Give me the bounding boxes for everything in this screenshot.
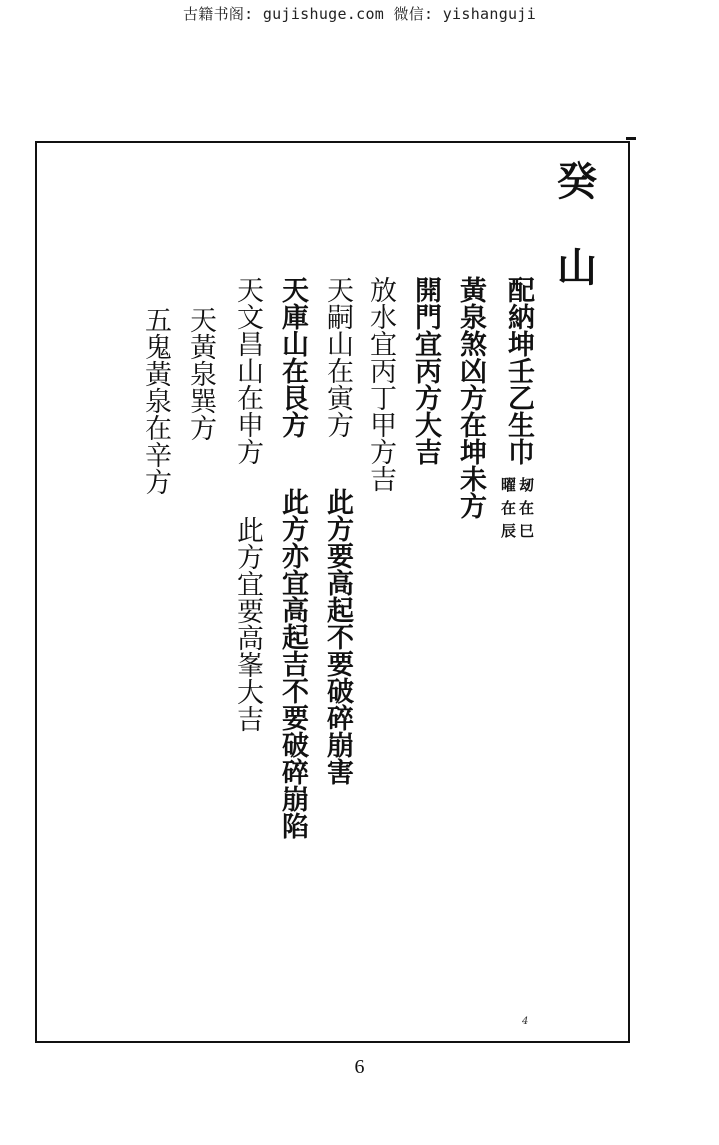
text-column-2: 黃泉煞凶方在坤未方 [455,276,486,519]
title-char-2: 山 [557,244,597,291]
annotation-note-right: 刼在巳 [517,477,535,546]
source-watermark-line: 古籍书阁: gujishuge.com 微信: yishanguji [182,5,537,23]
footnote-mark: 4 [522,1016,529,1027]
text-column-1: 配納坤壬乙生巾 [503,276,534,465]
text-column-6: 天庫山在艮方 [277,276,308,438]
text-column-7: 天文昌山在申方 [232,276,263,465]
text-column-5: 天嗣山在寅方 [322,276,353,438]
text-column-6-comment: 此方亦宜高起吉不要破碎崩陷 [277,488,308,839]
page-number: 6 [354,1056,365,1078]
annotation-note-left: 曜在辰 [499,477,517,546]
text-column-8: 天黃泉巽方 [185,306,216,441]
text-column-5-comment: 此方要高起不要破碎崩害 [322,488,353,785]
page-title [555,158,599,292]
title-char-1: 癸 [557,158,597,205]
text-column-3: 開門宜丙方大吉 [410,276,441,465]
text-column-4: 放水宜丙丁甲方吉 [365,276,396,492]
text-column-9: 五鬼黃泉在辛方 [140,306,171,495]
frame-corner-mark [626,137,636,140]
text-column-7-comment: 此方宜要高峯大吉 [232,516,263,732]
